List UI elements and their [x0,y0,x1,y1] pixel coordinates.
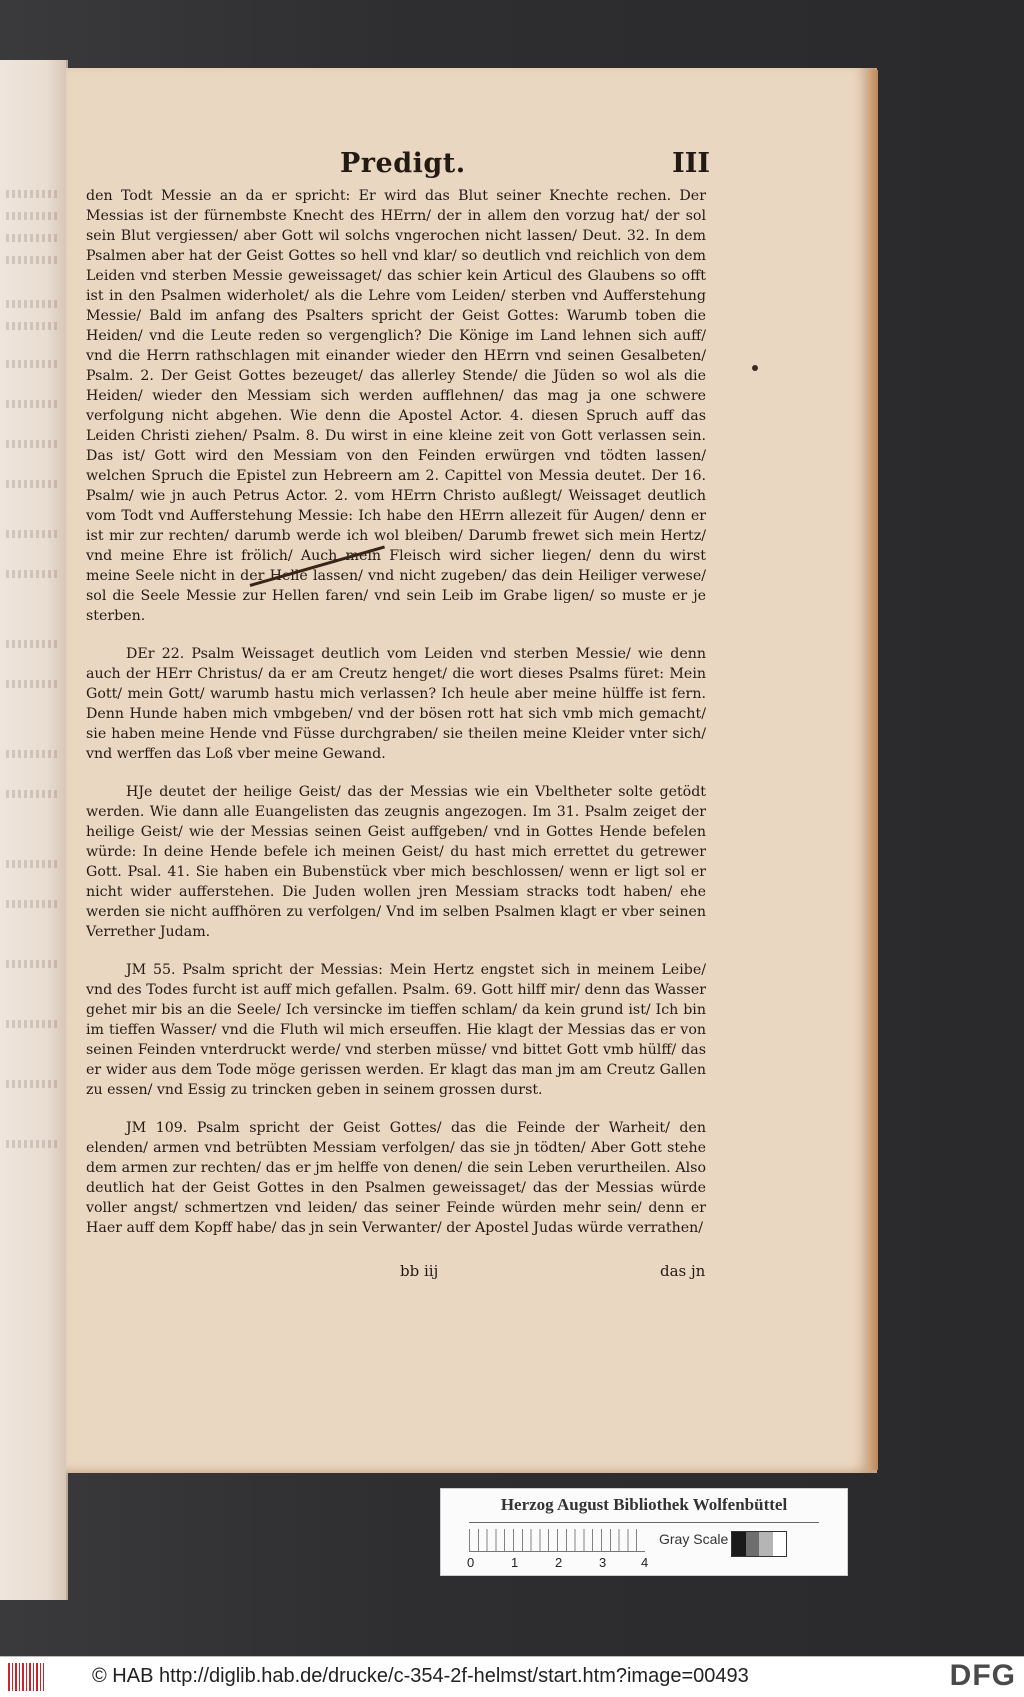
running-head: Predigt. [340,148,466,179]
ink-spot [752,365,758,371]
gray-patch [746,1532,760,1556]
facing-page-edge [0,60,68,1600]
paragraph: den Todt Messie an da er spricht: Er wird das Blut seiner Knechte rechen. Der Messias ist der fürnembste Knecht des HErrn/ der in allem den vorzug hat/ der sol sein Blut vergiessen/ aber Gott wil solchs vngerochen nicht lassen/ Deut. 32. In dem Psalmen aber hat der Geist Gottes so hell vnd klar/ so deutlich vnd reichlich von dem Leiden vnd sterben Messie geweissaget/ das schier kein Articul des Glaubens so offt ist in den Psalmen widerholet/ als die Lehre vom Leiden/ sterben vnd Aufferstehung Messie/ Bald im anfang des Psalters spricht der Geist Gottes: Warumb toben die Heiden/ vnd die Leute reden so vergenglich? Die Könige im Land lehnen sich auff/ vnd die Herrn rathschlagen mit einander wieder den HErrn vnd seinen Gesalbeten/ Psalm. 2. Der Geist Gottes bezeuget/ das allerley Stende/ die Jüden so wol als die Heiden/ wieder den Messiam sich werden aufflehnen/ das mag ja one schwere verfolgung nicht abgehen. Wie denn die Apostel Actor. 4. diesen Spruch auff das Leiden Christi ziehen/ Psalm. 8. Du wirst in eine kleine zeit von Gott verlassen sein. Das ist/ Gott wird den Messiam von den Feinden erwürgen vnd tödten lassen/ welchen Spruch die Epistel zun Hebreern am 2. Capittel von Messia deutet. Der 16. Psalm/ wie jn auch Petrus Actor. 2. vom HErrn Christo außlegt/ Weissaget deutlich vom Todt vnd Aufferstehung Messie: Ich habe den HErrn allezeit für Augen/ denn er ist mir zur rechten/ darumb werde ich wol bleiben/ Darumb frewet sich mein Hertz/ vnd meine Ehre ist frölich/ Auch mein Fleisch wird sicher liegen/ denn du wirst meine Seele nicht in der Helle lassen/ vnd nicht zugeben/ das dein Heiliger verwese/ sol die Seele Messie zur Hellen faren/ vnd sein Leib im Grabe ligen/ so muste er je sterben. [86,188,706,624]
ruler-number: 3 [599,1555,607,1570]
page-number: III [672,148,710,179]
page-header [270,148,710,188]
barcode-icon [8,1663,44,1691]
ruler-number: 0 [467,1555,475,1570]
catchword: das jn [660,1262,706,1280]
paragraph: JM 55. Psalm spricht der Messias: Mein Hertz engstet sich in meinem Leibe/ vnd des Todes furcht ist auff mich gefallen. Psalm. 69. Gott hilff mir/ denn das Wasser gehet mir bis an die Seele/ Ich versincke im tieffen schlam/ da kein grund ist/ Ich bin im tieffen Wasser/ vnd die Fluth wil mich erseuffen. Hie klagt der Messias das er von seinen Feinden vnterdruckt werde/ vnd sterben müsse/ vnd bittet Gott vmb hülff/ das er wider aus dem Tode möge gerissen werden. Er klagt das man jm am Creutz Gallen zu essen/ vnd Essig zu trincken geben in seinem grossen durst. [86,962,706,1098]
body-text [86,186,706,1238]
gray-scale-patches [731,1531,787,1557]
gray-patch [732,1532,746,1556]
paragraph: DEr 22. Psalm Weissaget deutlich vom Leiden vnd sterben Messie/ wie denn auch der HErr Christus/ da er am Creutz henget/ die wort dieses Psalms füret: Mein Gott/ mein Gott/ warumb hastu mich verlassen? Ich heule aber meine hülffe ist fern. Denn Hunde haben mich vmbgeben/ vnd der bösen rott hat sich vmb mich gemacht/ sie haben meine Hende vnd Füsse durchgraben/ sie theilen meine Kleider vnter sich/ vnd werffen das Loß vber meine Gewand. [86,646,706,762]
ruler-number: 2 [555,1555,563,1570]
source-link[interactable]: © HAB http://diglib.hab.de/drucke/c-354-2f-helmst/start.htm?image=00493 [92,1665,749,1687]
library-name: Herzog August Bibliothek Wolfenbüttel [500,1495,788,1514]
gray-patch [759,1532,773,1556]
color-target-card [440,1488,848,1576]
paragraph: HJe deutet der heilige Geist/ das der Messias wie ein Vbeltheter solte getödt werden. Wie dann alle Euangelisten das zeugnis angezogen. Im 31. Psalm zeiget der heilige Geist/ wie der Messias seinen Geist auffgeben/ vnd in Gottes Hende befelen würde: In deine Hende befele ich meinen Geist/ du hast mich errettet du getrewer Gott. Psal. 41. Sie haben ein Bubenstück vber mich beschlossen/ wenn er ligt sol er nicht wider aufferstehen. Die Juden wollen jren Messiam stracks todt haben/ ehe werden sie nicht auffhören zu verfolgen/ Vnd im selben Psalmen klagt er vber seinen Verrether Judam. [86,784,706,940]
ruler-number: 1 [511,1555,519,1570]
gray-patch [773,1532,787,1556]
gray-scale-label: Gray Scale [659,1531,729,1547]
divider [469,1522,819,1523]
scale-ruler [469,1529,645,1552]
ruler-number: 4 [641,1555,649,1570]
signature-mark: bb iij [400,1262,439,1280]
dfg-logo: DFG [949,1659,1016,1692]
paragraph: JM 109. Psalm spricht der Geist Gottes/ das die Feinde der Warheit/ den elenden/ armen vnd betrübten Messiam verfolgen/ das sie jn tödten/ Aber Gott stehe dem armen zur rechten/ das er jm helffe von denen/ die sein Leben verurtheilen. Also deutlich hat der Geist Gottes in den Psalmen geweissaget/ das der Messias würde voller angst/ schmertzen vnd leiden/ das seiner Feinde würden mehr sein/ denn er Haer auff dem Kopff habe/ das jn sein Verwanter/ der Apostel Judas würde verrathen/ [86,1120,706,1236]
viewer-footer [0,1656,1024,1697]
page-fore-edge [868,70,878,1470]
